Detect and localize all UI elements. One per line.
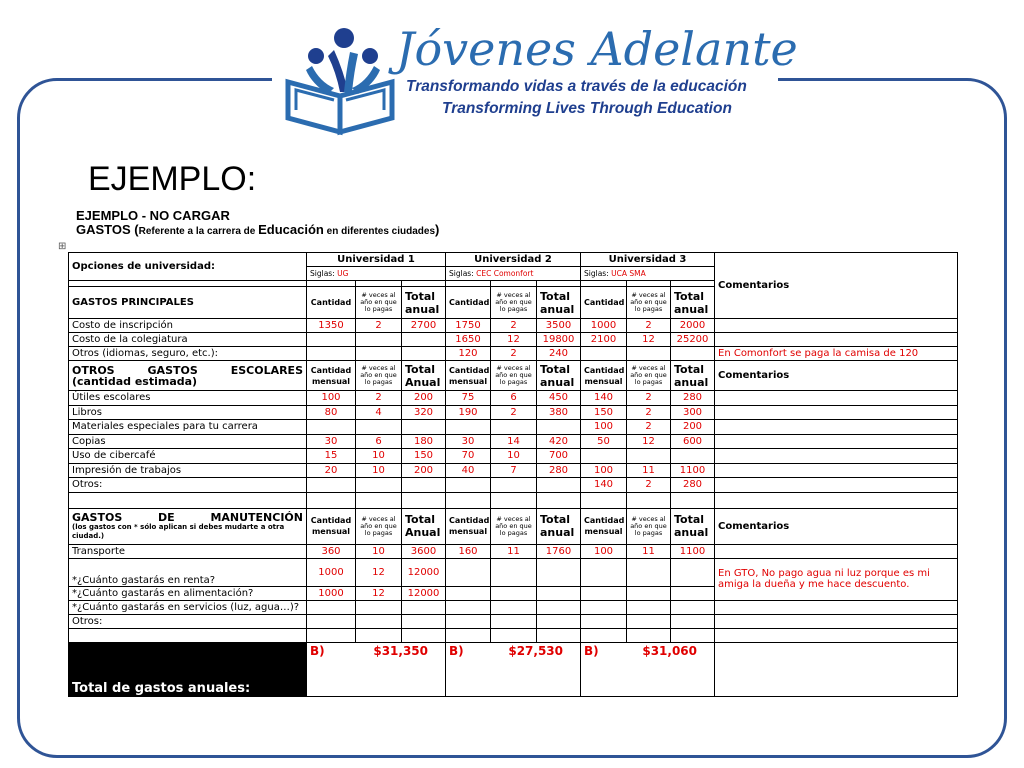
value-cell xyxy=(581,558,627,586)
value-cell xyxy=(537,420,581,435)
col-total: Total anual xyxy=(402,287,446,319)
col-veces: # veces al año en que lo pagas xyxy=(491,287,537,319)
value-cell: 100 xyxy=(581,544,627,558)
otros-row xyxy=(69,434,958,449)
table-cell xyxy=(671,628,715,642)
value-cell: 200 xyxy=(671,420,715,435)
total-amount: B) $31,060 xyxy=(581,642,715,696)
row-label: Útiles escolares xyxy=(69,391,307,406)
value-cell: 200 xyxy=(402,463,446,478)
table-cell xyxy=(537,492,581,508)
value-cell xyxy=(627,449,671,464)
value-cell xyxy=(537,558,581,586)
value-cell: 12000 xyxy=(402,558,446,586)
university-name: Universidad 3 xyxy=(581,253,715,267)
value-cell xyxy=(356,614,402,628)
value-cell: 300 xyxy=(671,405,715,420)
value-cell xyxy=(537,600,581,614)
value-cell: 1650 xyxy=(446,333,491,347)
value-cell: 600 xyxy=(671,434,715,449)
col-cantidad: Cantidad mensual xyxy=(307,361,356,391)
value-cell xyxy=(307,478,356,493)
table-cell xyxy=(627,492,671,508)
value-cell: 3500 xyxy=(537,319,581,333)
col-veces: # veces al año en que lo pagas xyxy=(491,361,537,391)
row-label: Costo de inscripción xyxy=(69,319,307,333)
value-cell xyxy=(307,333,356,347)
value-cell xyxy=(491,586,537,600)
comment-cell xyxy=(715,463,958,478)
value-cell: 2 xyxy=(627,319,671,333)
comment-cell xyxy=(715,391,958,406)
value-cell: 20 xyxy=(307,463,356,478)
table-cell xyxy=(627,628,671,642)
table-cell xyxy=(715,492,958,508)
value-cell: 80 xyxy=(307,405,356,420)
value-cell: 1350 xyxy=(307,319,356,333)
value-cell xyxy=(402,478,446,493)
value-cell xyxy=(581,347,627,361)
value-cell xyxy=(402,347,446,361)
value-cell: 2 xyxy=(627,478,671,493)
value-cell xyxy=(307,420,356,435)
value-cell xyxy=(581,449,627,464)
value-cell xyxy=(671,347,715,361)
comment-cell: En Comonfort se paga la camisa de 120 xyxy=(715,347,958,361)
value-cell: 180 xyxy=(402,434,446,449)
manutencion-row xyxy=(69,614,958,628)
value-cell: 1750 xyxy=(446,319,491,333)
row-label: Uso de cibercafé xyxy=(69,449,307,464)
value-cell: 70 xyxy=(446,449,491,464)
otros-row xyxy=(69,478,958,493)
col-total: Total Anual xyxy=(402,361,446,391)
value-cell: 4 xyxy=(356,405,402,420)
value-cell xyxy=(307,600,356,614)
value-cell xyxy=(446,420,491,435)
col-total: Total anual xyxy=(671,361,715,391)
value-cell: 30 xyxy=(307,434,356,449)
value-cell xyxy=(627,558,671,586)
row-label: *¿Cuánto gastarás en renta? xyxy=(69,558,307,586)
siglas-cell: Siglas: UCA SMA xyxy=(581,267,715,281)
value-cell xyxy=(537,586,581,600)
value-cell: 30 xyxy=(446,434,491,449)
col-veces: # veces al año en que lo pagas xyxy=(627,508,671,544)
value-cell: 75 xyxy=(446,391,491,406)
comment-cell: En GTO, No pago agua ni luz porque es mi amiga la dueña y me hace descuento. xyxy=(715,558,958,600)
col-veces: # veces al año en que lo pagas xyxy=(356,508,402,544)
row-label: Otros: xyxy=(69,478,307,493)
value-cell xyxy=(446,614,491,628)
value-cell: 15 xyxy=(307,449,356,464)
total-label: Total de gastos anuales: xyxy=(69,642,307,696)
value-cell: 3600 xyxy=(402,544,446,558)
total-amount: B) $31,350 xyxy=(307,642,446,696)
total-amount: B) $27,530 xyxy=(446,642,581,696)
university-header-row xyxy=(69,253,958,267)
value-cell: 450 xyxy=(537,391,581,406)
value-cell: 200 xyxy=(402,391,446,406)
value-cell: 2 xyxy=(627,420,671,435)
value-cell xyxy=(356,420,402,435)
value-cell: 100 xyxy=(307,391,356,406)
table-cell xyxy=(671,492,715,508)
logo-subtitle-en: Transforming Lives Through Education xyxy=(442,100,732,117)
principal-row xyxy=(69,347,958,361)
value-cell: 120 xyxy=(446,347,491,361)
table-cell xyxy=(402,492,446,508)
value-cell: 12 xyxy=(627,434,671,449)
col-cantidad: Cantidad mensual xyxy=(446,508,491,544)
value-cell: 2700 xyxy=(402,319,446,333)
comment-cell xyxy=(715,434,958,449)
value-cell xyxy=(491,600,537,614)
value-cell xyxy=(446,558,491,586)
university-name: Universidad 2 xyxy=(446,253,581,267)
table-row xyxy=(69,492,958,508)
siglas-cell: Siglas: UG xyxy=(307,267,446,281)
row-label: Materiales especiales para tu carrera xyxy=(69,420,307,435)
col-veces: # veces al año en que lo pagas xyxy=(356,287,402,319)
value-cell: 50 xyxy=(581,434,627,449)
logo-title: Jóvenes Adelante xyxy=(396,22,798,76)
col-total: Total anual xyxy=(537,361,581,391)
gastos-subtitle: GASTOS (Referente a la carrera de Educación en diferentes ciudades) xyxy=(76,222,440,237)
value-cell: 150 xyxy=(402,449,446,464)
value-cell: 12000 xyxy=(402,586,446,600)
example-note: EJEMPLO - NO CARGAR xyxy=(76,208,230,223)
otros-title: OTROS GASTOS ESCOLARES (cantidad estimada) xyxy=(69,361,307,391)
table-cell xyxy=(356,628,402,642)
value-cell xyxy=(627,586,671,600)
value-cell xyxy=(671,558,715,586)
manutencion-header-row xyxy=(69,508,958,544)
value-cell: 10 xyxy=(356,463,402,478)
value-cell: 10 xyxy=(356,544,402,558)
value-cell xyxy=(402,420,446,435)
value-cell xyxy=(671,449,715,464)
value-cell: 280 xyxy=(537,463,581,478)
col-veces: # veces al año en que lo pagas xyxy=(491,508,537,544)
value-cell xyxy=(627,347,671,361)
table-cell xyxy=(715,628,958,642)
total-row xyxy=(69,642,958,696)
col-veces: # veces al año en que lo pagas xyxy=(627,361,671,391)
table-cell xyxy=(581,628,627,642)
value-cell: 240 xyxy=(537,347,581,361)
comment-cell xyxy=(715,600,958,614)
row-label: Impresión de trabajos xyxy=(69,463,307,478)
col-veces: # veces al año en que lo pagas xyxy=(356,361,402,391)
value-cell: 100 xyxy=(581,463,627,478)
value-cell xyxy=(491,558,537,586)
value-cell xyxy=(446,600,491,614)
value-cell: 10 xyxy=(491,449,537,464)
table-cell xyxy=(307,492,356,508)
value-cell xyxy=(307,614,356,628)
value-cell: 11 xyxy=(627,463,671,478)
table-cell xyxy=(307,628,356,642)
value-cell xyxy=(491,478,537,493)
value-cell: 2 xyxy=(491,405,537,420)
row-label: *¿Cuánto gastarás en servicios (luz, agua…)? xyxy=(69,600,307,614)
value-cell xyxy=(671,586,715,600)
comment-cell xyxy=(715,449,958,464)
value-cell: 2 xyxy=(627,391,671,406)
otros-row xyxy=(69,463,958,478)
col-total: Total Anual xyxy=(402,508,446,544)
manutencion-row xyxy=(69,558,958,586)
value-cell: 19800 xyxy=(537,333,581,347)
value-cell: 6 xyxy=(356,434,402,449)
manutencion-row xyxy=(69,600,958,614)
value-cell: 12 xyxy=(491,333,537,347)
comentarios-header: Comentarios xyxy=(715,508,958,544)
value-cell xyxy=(491,614,537,628)
table-cell xyxy=(491,628,537,642)
comment-cell xyxy=(715,420,958,435)
value-cell: 12 xyxy=(356,586,402,600)
value-cell: 1100 xyxy=(671,463,715,478)
siglas-cell: Siglas: CEC Comonfort xyxy=(446,267,581,281)
comment-cell xyxy=(715,544,958,558)
value-cell: 280 xyxy=(671,391,715,406)
col-cantidad: Cantidad xyxy=(307,287,356,319)
row-label: Costo de la colegiatura xyxy=(69,333,307,347)
value-cell: 280 xyxy=(671,478,715,493)
row-label: Copias xyxy=(69,434,307,449)
row-label: *¿Cuánto gastarás en alimentación? xyxy=(69,586,307,600)
value-cell: 25200 xyxy=(671,333,715,347)
value-cell: 12 xyxy=(627,333,671,347)
col-total: Total anual xyxy=(671,508,715,544)
table-cell xyxy=(446,628,491,642)
col-veces: # veces al año en que lo pagas xyxy=(627,287,671,319)
comentarios-header: Comentarios xyxy=(715,361,958,391)
value-cell: 11 xyxy=(491,544,537,558)
principal-row xyxy=(69,319,958,333)
value-cell xyxy=(627,614,671,628)
value-cell: 1000 xyxy=(581,319,627,333)
comment-cell xyxy=(715,478,958,493)
table-cell xyxy=(69,628,307,642)
value-cell: 14 xyxy=(491,434,537,449)
value-cell xyxy=(581,586,627,600)
table-cell xyxy=(356,492,402,508)
table-cell xyxy=(537,628,581,642)
value-cell: 160 xyxy=(446,544,491,558)
value-cell: 2 xyxy=(491,319,537,333)
col-total: Total anual xyxy=(537,508,581,544)
value-cell xyxy=(671,600,715,614)
manutencion-row xyxy=(69,544,958,558)
comment-cell xyxy=(715,333,958,347)
logo xyxy=(282,22,798,140)
value-cell: 11 xyxy=(627,544,671,558)
value-cell xyxy=(537,614,581,628)
value-cell xyxy=(581,600,627,614)
university-name: Universidad 1 xyxy=(307,253,446,267)
row-label: Otros (idiomas, seguro, etc.): xyxy=(69,347,307,361)
value-cell xyxy=(627,600,671,614)
table-row xyxy=(69,628,958,642)
value-cell: 2100 xyxy=(581,333,627,347)
value-cell xyxy=(356,600,402,614)
value-cell xyxy=(402,333,446,347)
principal-row xyxy=(69,333,958,347)
value-cell xyxy=(307,347,356,361)
value-cell: 12 xyxy=(356,558,402,586)
principales-title: GASTOS PRINCIPALES xyxy=(69,287,307,319)
value-cell: 2 xyxy=(627,405,671,420)
col-cantidad: Cantidad mensual xyxy=(307,508,356,544)
col-cantidad: Cantidad mensual xyxy=(581,508,627,544)
value-cell xyxy=(356,478,402,493)
col-cantidad: Cantidad xyxy=(446,287,491,319)
value-cell xyxy=(491,420,537,435)
col-cantidad: Cantidad mensual xyxy=(446,361,491,391)
value-cell xyxy=(671,614,715,628)
col-cantidad: Cantidad xyxy=(581,287,627,319)
otros-row xyxy=(69,391,958,406)
table-cell xyxy=(402,628,446,642)
value-cell xyxy=(356,347,402,361)
col-total: Total anual xyxy=(537,287,581,319)
value-cell: 1100 xyxy=(671,544,715,558)
logo-subtitle-es: Transformando vidas a través de la educación xyxy=(406,78,747,95)
opciones-label: Opciones de universidad: xyxy=(69,253,307,281)
value-cell: 140 xyxy=(581,391,627,406)
value-cell: 6 xyxy=(491,391,537,406)
comentarios-header: Comentarios xyxy=(715,253,958,319)
value-cell: 7 xyxy=(491,463,537,478)
table-cell xyxy=(581,492,627,508)
value-cell: 320 xyxy=(402,405,446,420)
value-cell: 190 xyxy=(446,405,491,420)
value-cell: 2 xyxy=(356,391,402,406)
value-cell: 380 xyxy=(537,405,581,420)
value-cell: 140 xyxy=(581,478,627,493)
value-cell: 40 xyxy=(446,463,491,478)
table-move-handle[interactable]: ⊞ xyxy=(58,241,67,252)
value-cell xyxy=(446,586,491,600)
value-cell xyxy=(446,478,491,493)
col-cantidad: Cantidad mensual xyxy=(581,361,627,391)
otros-header-row xyxy=(69,361,958,391)
value-cell xyxy=(537,478,581,493)
logo-emblem xyxy=(282,22,402,140)
comment-cell xyxy=(715,642,958,696)
table-cell xyxy=(69,492,307,508)
value-cell: 1000 xyxy=(307,586,356,600)
value-cell: 420 xyxy=(537,434,581,449)
comment-cell xyxy=(715,614,958,628)
table-cell xyxy=(491,492,537,508)
value-cell: 2 xyxy=(356,319,402,333)
value-cell: 2 xyxy=(491,347,537,361)
row-label: Libros xyxy=(69,405,307,420)
otros-row xyxy=(69,420,958,435)
table-cell xyxy=(446,492,491,508)
row-label: Otros: xyxy=(69,614,307,628)
value-cell xyxy=(402,600,446,614)
value-cell: 1760 xyxy=(537,544,581,558)
row-label: Transporte xyxy=(69,544,307,558)
value-cell xyxy=(402,614,446,628)
otros-row xyxy=(69,405,958,420)
value-cell: 700 xyxy=(537,449,581,464)
page-heading: EJEMPLO: xyxy=(88,160,257,198)
col-total: Total anual xyxy=(671,287,715,319)
value-cell: 2000 xyxy=(671,319,715,333)
value-cell: 150 xyxy=(581,405,627,420)
value-cell: 360 xyxy=(307,544,356,558)
manutencion-title: GASTOS DE MANUTENCIÓN (los gastos con * sólo aplican si debes mudarte a otra ciudad.) xyxy=(69,508,307,544)
value-cell xyxy=(581,614,627,628)
expenses-table xyxy=(68,252,958,697)
value-cell: 1000 xyxy=(307,558,356,586)
value-cell: 100 xyxy=(581,420,627,435)
comment-cell xyxy=(715,319,958,333)
comment-cell xyxy=(715,405,958,420)
otros-row xyxy=(69,449,958,464)
value-cell xyxy=(356,333,402,347)
value-cell: 10 xyxy=(356,449,402,464)
